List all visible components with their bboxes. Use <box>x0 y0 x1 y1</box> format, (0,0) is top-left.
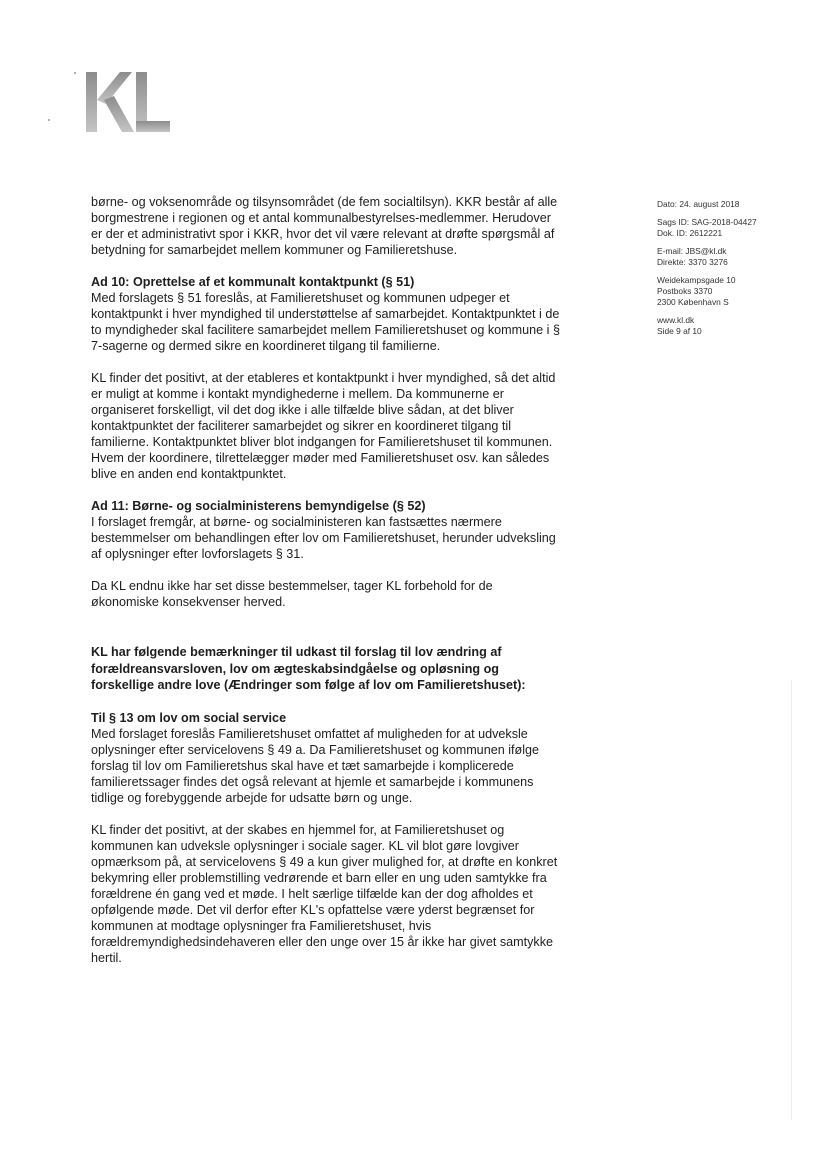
case-id-value: SAG-2018-04427 <box>691 217 757 227</box>
paragraph-ad-11-proposal: I forslaget fremgår, at børne- og socialministeren kan fastsættes nærmere bestemmelser om behandlingen efter lov om Familieretshuset, herunder udveksling af oplysninger efter lovforslagets § 31. <box>91 515 556 561</box>
scan-speck <box>74 72 76 74</box>
paragraph-kkr: børne- og voksenområde og tilsynsområdet (de fem socialtilsyn). KKR består af alle borgmestrene i regionen og et antal kommunalbestyrelses-medlemmer. Herudover er der et administrativt spor i KKR, hvor det vil være relevant at drøfte spørgsmål af betydning for samarbejdet mellem kommuner og Familieretshuse. <box>91 195 558 257</box>
address-street: Weidekampsgade 10 <box>657 275 736 285</box>
date-value: 24. august 2018 <box>679 199 740 209</box>
scan-speck <box>48 119 50 121</box>
section-heading: KL har følgende bemærkninger til udkast til forslag til lov ændring af forældreansvarsloven, lov om ægteskabsindgåelse og opløsning og forskellige andre love (Ændringer som følge af lov om Familieretshuset): <box>91 645 526 692</box>
heading-ad-10: Ad 10: Oprettelse af et kommunalt kontaktpunkt (§ 51) <box>91 275 415 289</box>
doc-id-value: 2612221 <box>689 228 723 238</box>
email-line: E-mail: JBS@kl.dk <box>657 246 727 256</box>
phone-line: Direkte: 3370 3276 <box>657 257 728 267</box>
web-block <box>657 315 797 337</box>
paragraph-ad-10-proposal: Med forslagets § 51 foreslås, at Familieretshuset og kommunen udpeger et kontaktpunkt i hver myndighed til understøttelse af samarbejdet. Kontaktpunktet i de to myndigheder skal facilitere samarbejdet mellem Familieretshuset og kommune i § 7-sagerne og dermed sikre en koordineret tilgang til familierne. <box>91 291 560 353</box>
date-line: Dato: 24. august 2018 <box>657 199 740 209</box>
paragraph-ad-11-comment: Da KL endnu ikke har set disse bestemmelser, tager KL forbehold for de økonomiske konsekvenser herved. <box>91 579 493 609</box>
letter-metadata <box>657 199 797 337</box>
contact-block <box>657 246 797 268</box>
id-block <box>657 217 797 239</box>
heading-section-13: Til § 13 om lov om social service <box>91 710 287 725</box>
phone-value: 3370 3276 <box>688 257 728 267</box>
email-value[interactable]: JBS@kl.dk <box>685 246 727 256</box>
address-block <box>657 275 797 308</box>
heading-ad-11: Ad 11: Børne- og socialministerens bemyndigelse (§ 52) <box>91 499 426 513</box>
scan-edge-shadow <box>791 680 792 1120</box>
kl-logo-mark <box>82 70 172 134</box>
address-pobox: Postboks 3370 <box>657 286 713 296</box>
letter-body <box>91 194 561 966</box>
paragraph-section-13-proposal: Med forslaget foreslås Familieretshuset omfattet af muligheden for at udveksle oplysninger efter servicelovens § 49 a. Da Familieretshuset og kommunen ifølge forslag til lov om Familieretshus skal have et tæt samarbejde i komplicerede familieretssager findes det også relevant at hjemle et samarbejde i kommunens tidlige og forebyggende arbejde for udsatte børn og unge. <box>91 726 539 805</box>
case-id-line: Sags ID: SAG-2018-04427 <box>657 217 757 227</box>
page-number: Side 9 af 10 <box>657 326 702 336</box>
paragraph-section-13-comment: KL finder det positivt, at der skabes en hjemmel for, at Familieretshuset og kommunen kan udveksle oplysninger i sociale sager. KL vil blot gøre lovgiver opmærksom på, at servicelovens § 49 a kun giver mulighed for, at drøfte en konkret bekymring eller problemstilling vedrørende et barn eller en ung uden samtykke fra forældrene én gang ved et møde. I helt særlige tilfælde kan der dog afholdes et opfølgende møde. Det vil derfor efter KL's opfattelse være yderst begrænset for kommunen at modtage oplysninger fra Familieretshuset, hvis forældremyndighedsindehaveren eller den unge over 15 år ikke har givet samtykke hertil. <box>91 822 558 965</box>
paragraph-ad-10-comment: KL finder det positivt, at der etableres et kontaktpunkt i hver myndighed, så det altid er muligt at komme i kontakt myndighederne i mellem. Da kommunerne er organiseret forskelligt, vil det dog ikke i alle tilfælde blive sådan, at det bliver kontaktpunktet der faciliterer samarbejdet og sikrer en koordineret tilgang til familierne. Kontaktpunktet bliver blot indgangen for Familieretshuset til kommunen. Hvem der koordinere, tilrettelægger møder med Familieretshuset osv. kan således blive en anden end kontaktpunktet. <box>91 371 556 481</box>
kl-logo <box>82 70 172 134</box>
website-link[interactable]: www.kl.dk <box>657 315 695 325</box>
address-city: 2300 København S <box>657 297 729 307</box>
doc-id-line: Dok. ID: 2612221 <box>657 228 723 238</box>
